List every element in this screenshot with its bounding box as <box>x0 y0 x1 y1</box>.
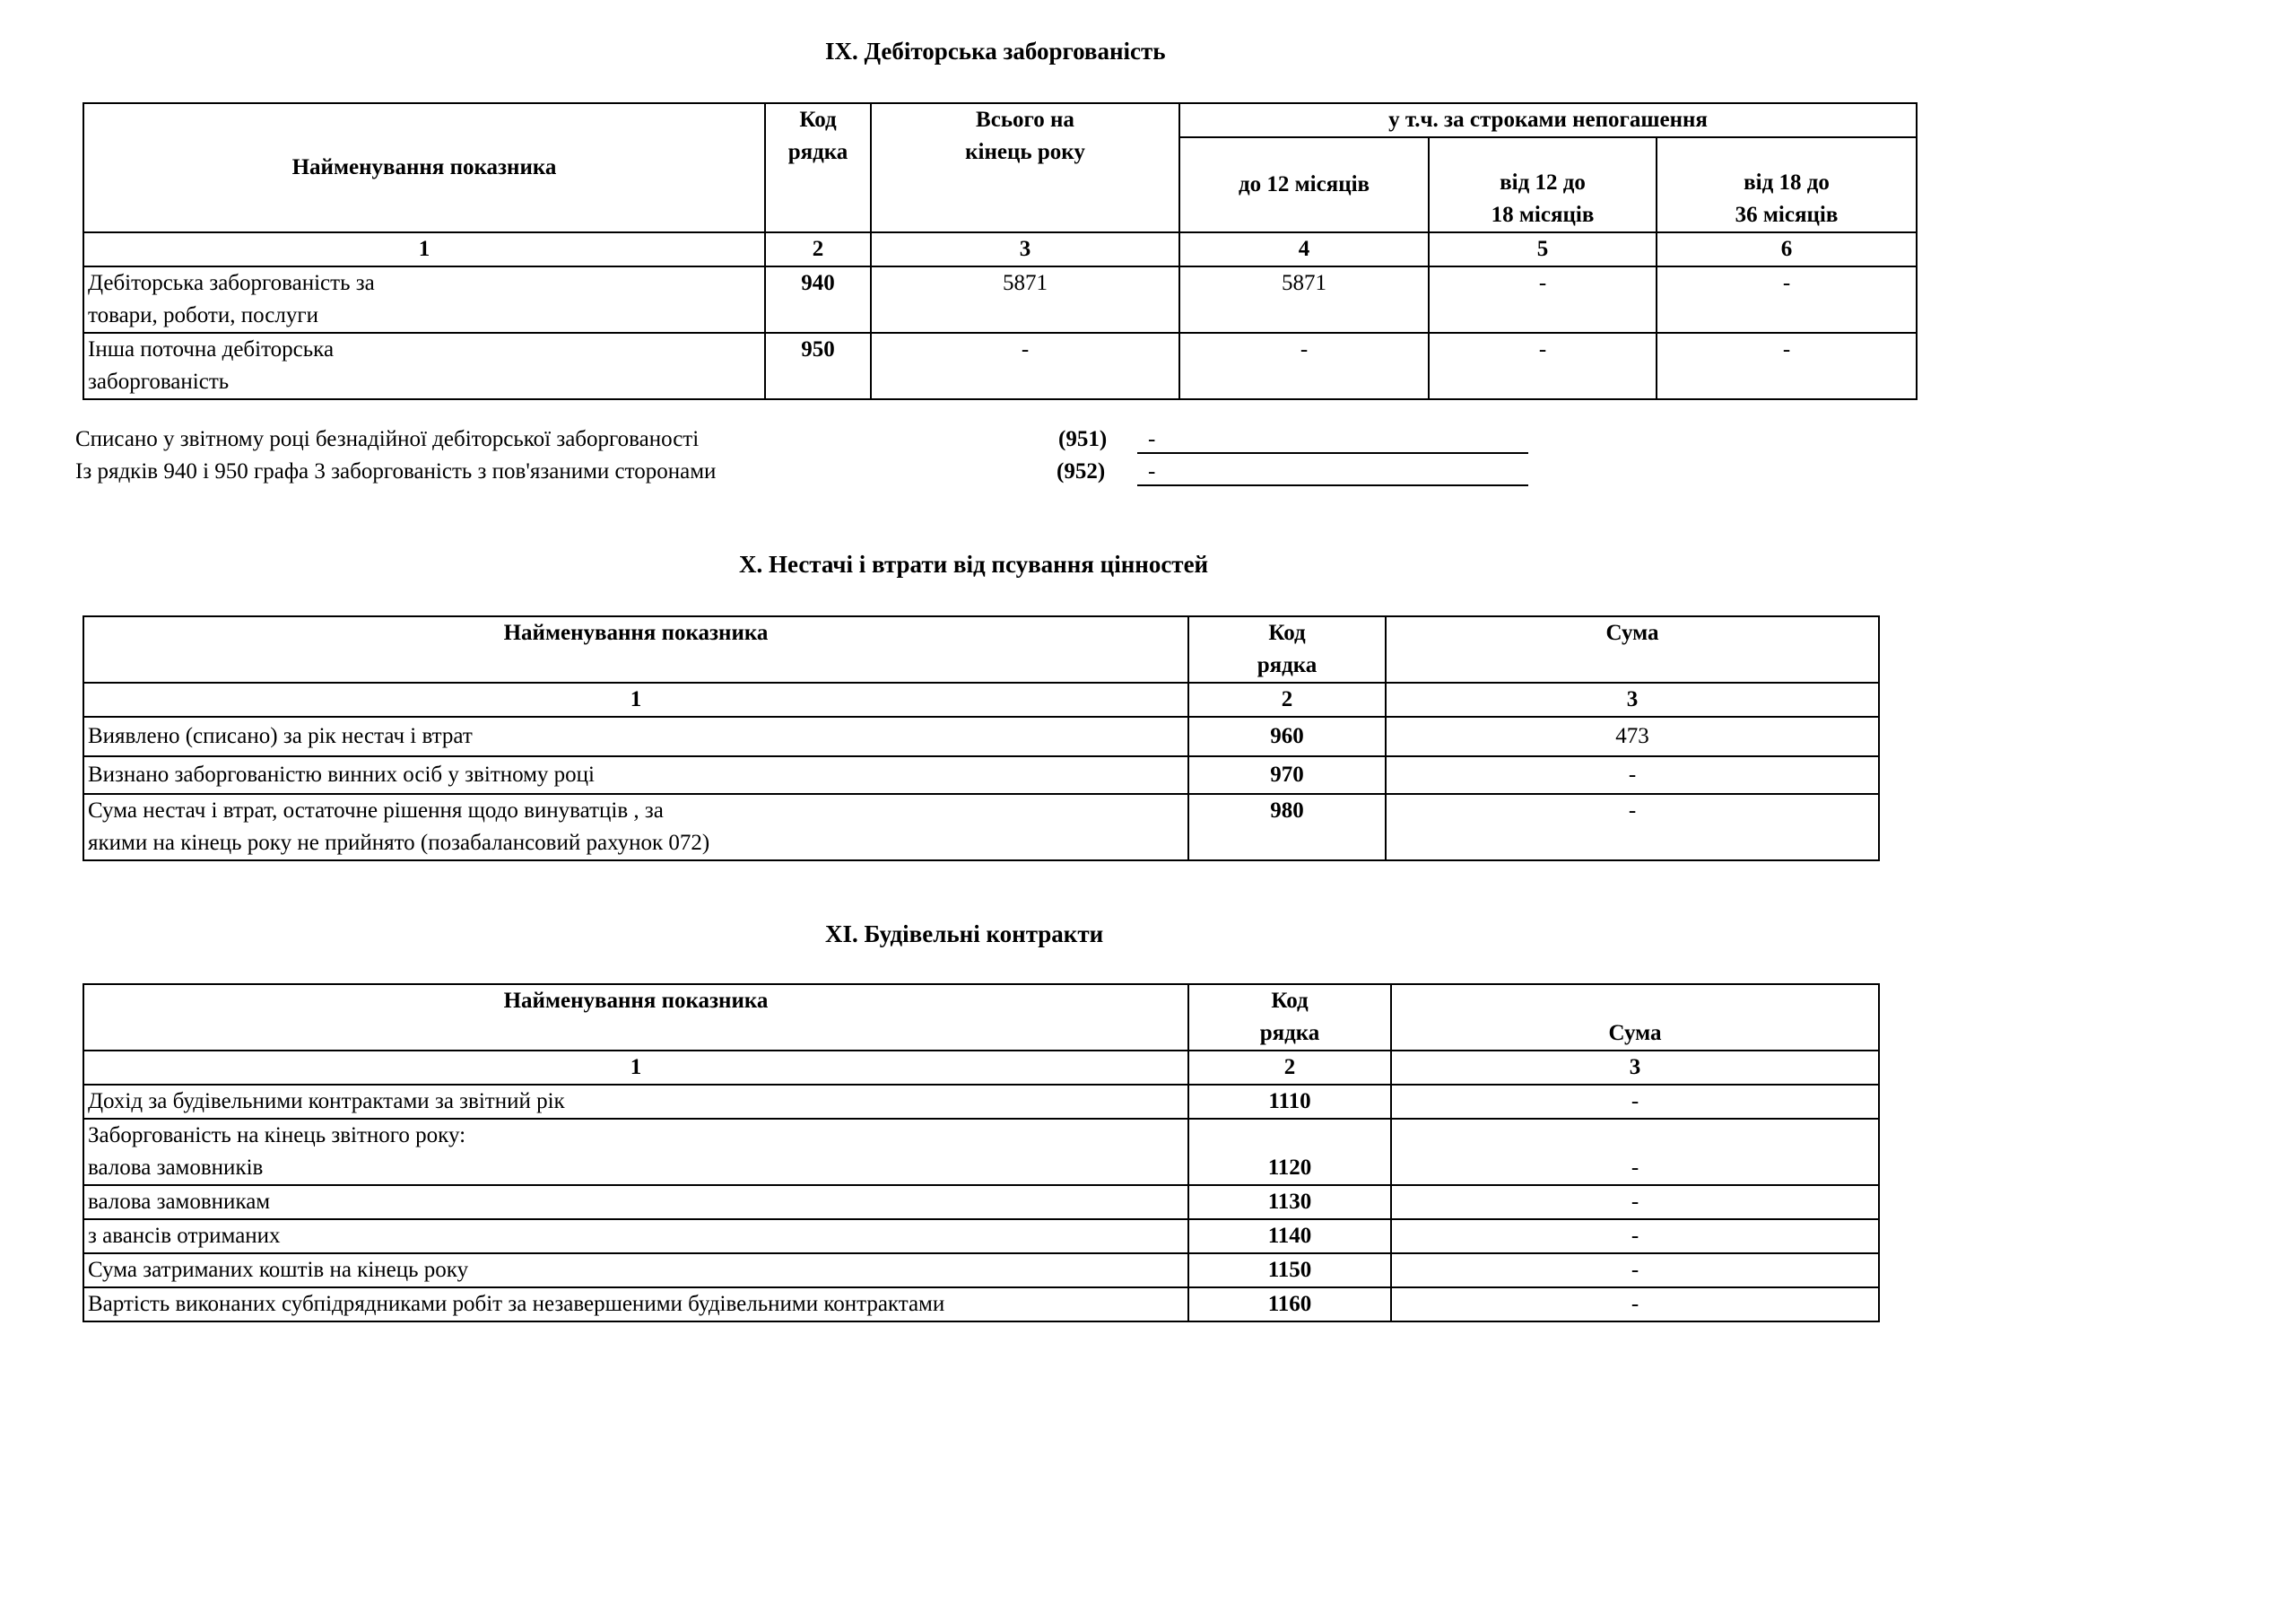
row-code: 980 <box>1188 794 1386 860</box>
table-row <box>83 333 1917 399</box>
row-code: 960 <box>1188 717 1386 756</box>
col-number: 2 <box>1188 1051 1391 1085</box>
col-number: 1 <box>83 683 1188 717</box>
header-sum: Сума <box>1391 984 1879 1051</box>
note-code: (951) <box>1058 427 1108 451</box>
row-name: Сума затриманих коштів на кінець року <box>83 1253 1188 1287</box>
header-18-to-36-months: від 18 до 36 місяців <box>1657 137 1917 232</box>
row-code: 950 <box>765 333 871 399</box>
row-sum: - <box>1391 1253 1879 1287</box>
header-name: Найменування показника <box>83 984 1188 1051</box>
row-sum: 473 <box>1386 717 1879 756</box>
row-up-to-12-months: - <box>1179 333 1429 399</box>
note-label: Списано у звітному році безнадійної дебіторської заборгованості <box>75 427 700 451</box>
row-sum: - <box>1391 1287 1879 1321</box>
note-code: (952) <box>1057 459 1106 484</box>
row-12-to-18-months: - <box>1429 266 1657 333</box>
row-sum: - <box>1391 1185 1879 1219</box>
row-code: 970 <box>1188 756 1386 794</box>
receivables-table <box>83 102 1918 400</box>
col-number: 3 <box>871 232 1179 266</box>
header-code: Код рядка <box>765 103 871 232</box>
row-up-to-12-months: 5871 <box>1179 266 1429 333</box>
note-related-parties <box>75 456 1546 488</box>
header-sum: Сума <box>1386 616 1879 683</box>
col-number: 6 <box>1657 232 1917 266</box>
row-sum: - <box>1386 756 1879 794</box>
note-written-off <box>75 423 1546 456</box>
note-label: Із рядків 940 і 950 графа 3 заборгованість з пов'язаними сторонами <box>75 459 717 484</box>
row-total: - <box>871 333 1179 399</box>
table-row <box>83 1219 1879 1253</box>
col-number: 3 <box>1391 1051 1879 1085</box>
row-code: 1160 <box>1188 1287 1391 1321</box>
row-code: 1120 <box>1188 1119 1391 1185</box>
table-row <box>83 1287 1879 1321</box>
table-row <box>83 756 1879 794</box>
row-code: 1110 <box>1188 1085 1391 1119</box>
note-value: - <box>1137 423 1528 454</box>
col-number: 4 <box>1179 232 1429 266</box>
section-9-title: IX. Дебіторська заборгованість <box>825 38 1166 65</box>
section-11-title: XI. Будівельні контракти <box>825 920 1104 947</box>
table-row <box>83 717 1879 756</box>
header-total: Всього на кінець року <box>871 103 1179 232</box>
row-name: Сума нестач і втрат, остаточне рішення щодо винуватців , за якими на кінець року не прийнято (позабалансовий рахунок 072) <box>83 794 1188 860</box>
note-value: - <box>1137 456 1528 486</box>
shortages-table <box>83 615 1880 861</box>
table-row <box>83 266 1917 333</box>
header-name: Найменування показника <box>83 616 1188 683</box>
row-name: Визнано заборгованістю винних осіб у звітному році <box>83 756 1188 794</box>
row-name: Дебіторська заборгованість за товари, роботи, послуги <box>83 266 765 333</box>
header-maturity-group: у т.ч. за строками непогашення <box>1179 103 1917 137</box>
header-12-to-18-months: від 12 до 18 місяців <box>1429 137 1657 232</box>
row-name: валова замовникам <box>83 1185 1188 1219</box>
row-name: Заборгованість на кінець звітного року: валова замовників <box>83 1119 1188 1185</box>
row-name: Інша поточна дебіторська заборгованість <box>83 333 765 399</box>
row-name: Дохід за будівельними контрактами за звітний рік <box>83 1085 1188 1119</box>
row-18-to-36-months: - <box>1657 333 1917 399</box>
row-total: 5871 <box>871 266 1179 333</box>
header-code: Код рядка <box>1188 616 1386 683</box>
row-12-to-18-months: - <box>1429 333 1657 399</box>
row-sum: - <box>1391 1085 1879 1119</box>
row-sum: - <box>1391 1119 1879 1185</box>
row-code: 940 <box>765 266 871 333</box>
col-number: 2 <box>765 232 871 266</box>
col-number: 1 <box>83 1051 1188 1085</box>
row-sum: - <box>1391 1219 1879 1253</box>
col-number: 2 <box>1188 683 1386 717</box>
row-sum: - <box>1386 794 1879 860</box>
table-row <box>83 1119 1879 1185</box>
table-row <box>83 1253 1879 1287</box>
row-name: Виявлено (списано) за рік нестач і втрат <box>83 717 1188 756</box>
row-code: 1150 <box>1188 1253 1391 1287</box>
col-number: 5 <box>1429 232 1657 266</box>
col-number: 3 <box>1386 683 1879 717</box>
row-name: з авансів отриманих <box>83 1219 1188 1253</box>
row-code: 1140 <box>1188 1219 1391 1253</box>
construction-contracts-table <box>83 983 1880 1322</box>
header-up-to-12-months: до 12 місяців <box>1179 137 1429 232</box>
row-code: 1130 <box>1188 1185 1391 1219</box>
table-row <box>83 794 1879 860</box>
table-row <box>83 1085 1879 1119</box>
table-row <box>83 1185 1879 1219</box>
header-code: Код рядка <box>1188 984 1391 1051</box>
col-number: 1 <box>83 232 765 266</box>
section-10-title: X. Нестачі і втрати від псування цінностей <box>739 551 1209 578</box>
row-18-to-36-months: - <box>1657 266 1917 333</box>
header-name: Найменування показника <box>83 103 765 232</box>
row-name: Вартість виконаних субпідрядниками робіт за незавершеними будівельними контрактами <box>83 1287 1188 1321</box>
